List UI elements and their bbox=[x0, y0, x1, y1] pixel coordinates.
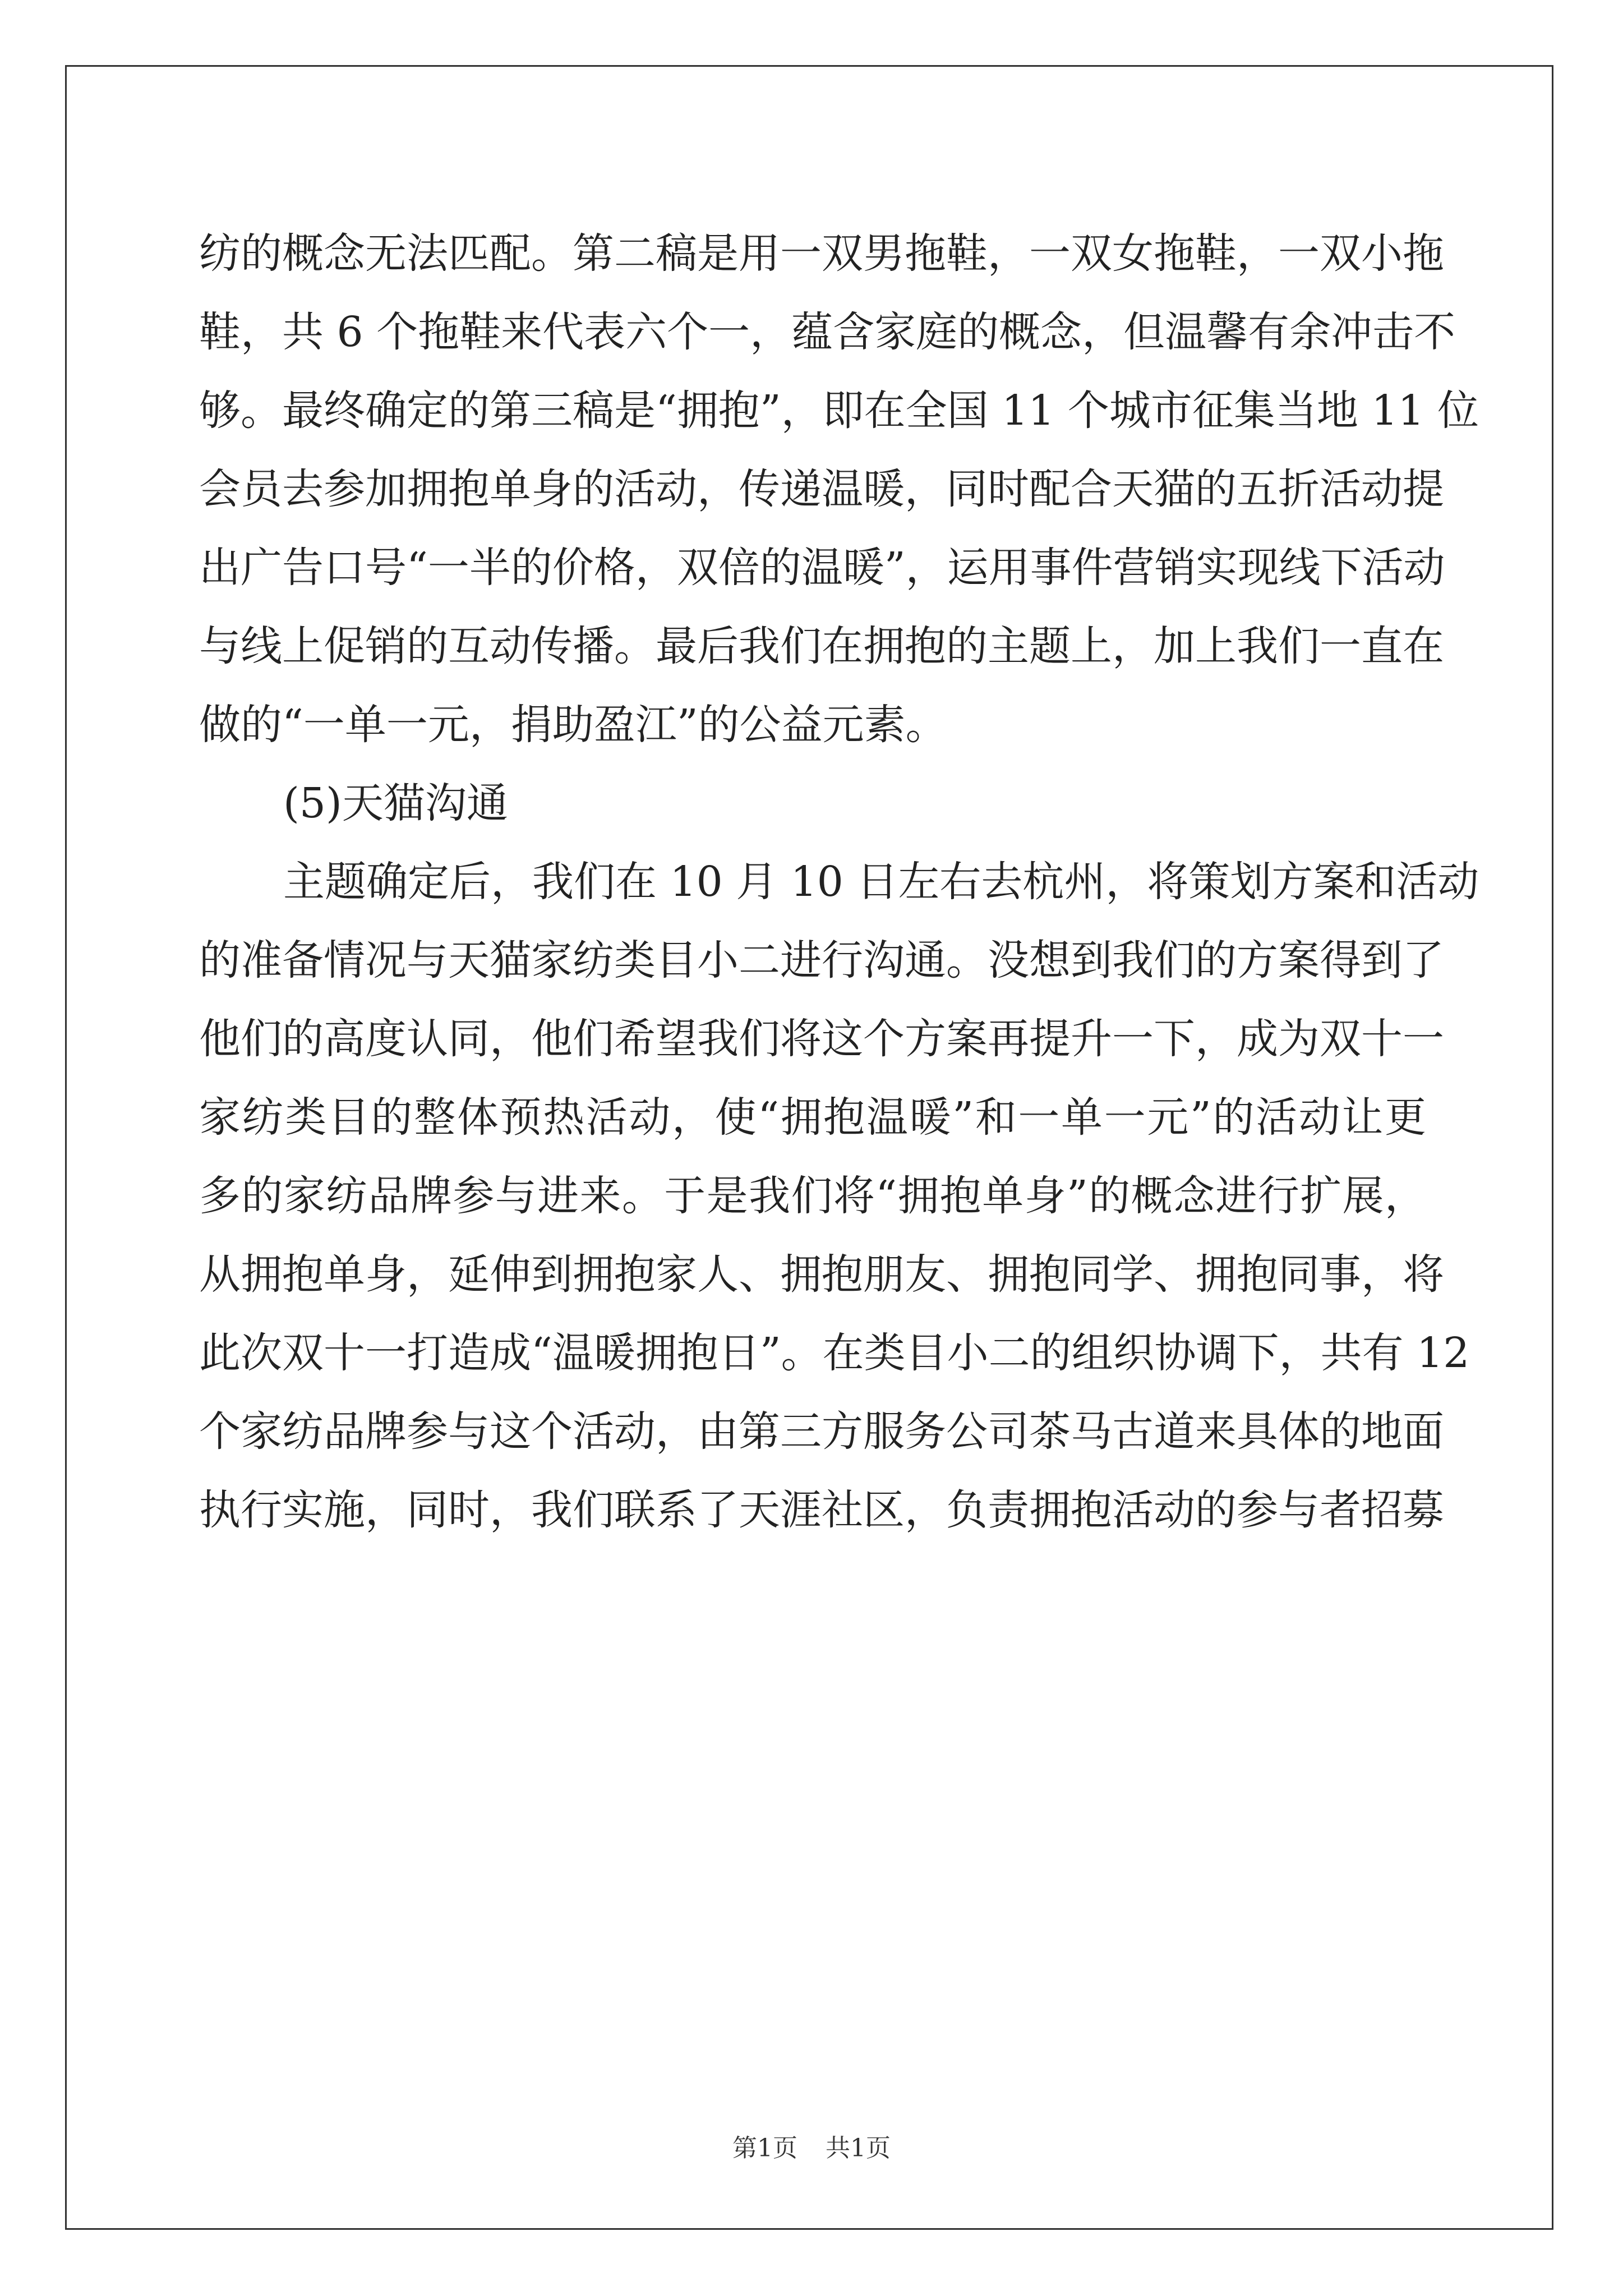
text-line: 此次双十一打造成“温暖拥抱日”。在类目小二的组织协调下，共有 12 bbox=[199, 1329, 1470, 1377]
text-line: 够。最终确定的第三稿是“拥抱”，即在全国 11 个城市征集当地 11 位 bbox=[199, 386, 1479, 435]
section-heading: (5)天猫沟通 bbox=[283, 779, 508, 827]
text-line: 从拥抱单身，延伸到拥抱家人、拥抱朋友、拥抱同学、拥抱同事，将 bbox=[199, 1250, 1444, 1299]
page-number: 第1页 bbox=[732, 2134, 797, 2162]
text-line: 他们的高度认同，他们希望我们将这个方案再提升一下，成为双十一 bbox=[199, 1015, 1444, 1063]
text-line: 鞋，共 6 个拖鞋来代表六个一，蕴含家庭的概念，但温馨有余冲击不 bbox=[199, 308, 1456, 356]
page-footer bbox=[0, 2132, 1623, 2165]
text-line: 执行实施，同时，我们联系了天涯社区，负责拥抱活动的参与者招募 bbox=[199, 1486, 1444, 1534]
page-total: 共1页 bbox=[826, 2134, 891, 2162]
text-line: 主题确定后，我们在 10 月 10 日左右去杭州，将策划方案和活动 bbox=[283, 858, 1479, 906]
text-line: 个家纺品牌参与这个活动，由第三方服务公司茶马古道来具体的地面 bbox=[199, 1407, 1444, 1456]
text-line: 出广告口号“一半的价格，双倍的温暖”，运用事件营销实现线下活动 bbox=[199, 544, 1445, 592]
text-line: 的准备情况与天猫家纺类目小二进行沟通。没想到我们的方案得到了 bbox=[199, 936, 1444, 984]
text-line: 家纺类目的整体预热活动，使“拥抱温暖”和一单一元”的活动让更 bbox=[199, 1093, 1426, 1142]
text-line: 与线上促销的互动传播。最后我们在拥抱的主题上，加上我们一直在 bbox=[199, 622, 1444, 670]
text-line: 做的“一单一元，捐助盈江”的公益元素。 bbox=[199, 701, 947, 749]
text-line: 多的家纺品牌参与进来。于是我们将“拥抱单身”的概念进行扩展， bbox=[199, 1172, 1426, 1220]
text-line: 纺的概念无法匹配。第二稿是用一双男拖鞋，一双女拖鞋，一双小拖 bbox=[199, 229, 1444, 278]
text-line: 会员去参加拥抱单身的活动，传递温暖，同时配合天猫的五折活动提 bbox=[199, 465, 1444, 513]
